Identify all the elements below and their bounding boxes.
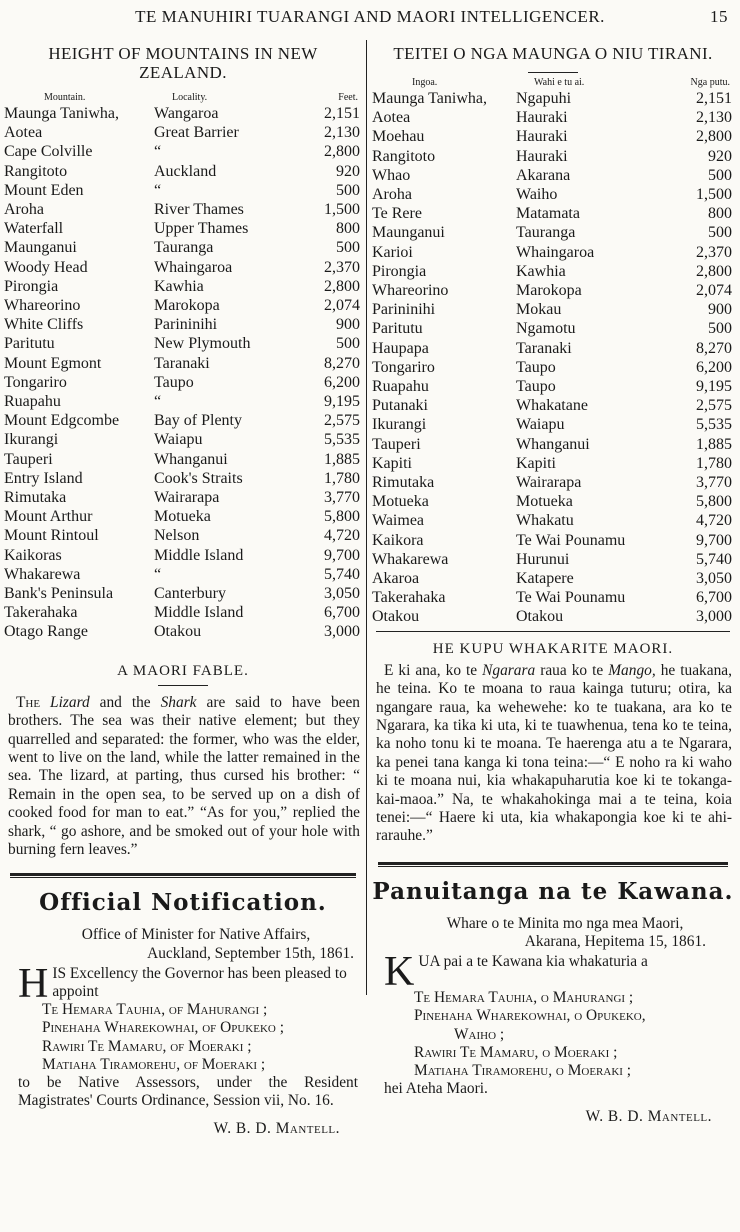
table-row [4,181,362,200]
mountain-name: Aotea [372,109,411,127]
table-row [4,354,362,373]
height: 2,151 [696,90,732,107]
table-row [4,546,362,565]
signature: W. B. D. Mantell. [585,1108,712,1126]
table-row [372,262,734,281]
locality: Hurunui [516,550,570,568]
table-row [4,219,362,238]
notification-title: Official Notification. [39,889,327,917]
mountain-name: Cape Colville [4,143,93,161]
mountain-name: Paritutu [4,335,55,353]
height: 2,800 [324,277,360,295]
locality: Hauraki [516,109,568,127]
table-row [372,377,734,396]
table-row [4,622,362,641]
mountain-name: Karioi [372,243,413,261]
table-row [4,373,362,392]
height: 2,130 [696,109,732,127]
notification-closing: to be Native Assessors, under the Resident Magistrates' Courts Ordinance, Session vii, No. 16. [18,1073,358,1110]
locality: Te Wai Pounamu [516,589,626,607]
mountain-name: Whakarewa [4,565,81,583]
height: 500 [336,335,360,353]
locality: Ngapuhi [516,90,572,107]
maori-table-title: TEITEI O NGA MAUNGA O NIU TIRANI. [393,44,713,63]
mountain-name: Woody Head [4,258,88,276]
notification-closing: hei Ateha Maori. [384,1080,488,1098]
mountain-name: Mount Edgcombe [4,412,120,430]
page-number: 15 [710,7,728,26]
column-header: Locality. [172,92,208,103]
locality: Kawhia [154,277,204,295]
kupu-text [376,662,732,846]
locality: Whaingaroa [154,258,233,276]
height: 4,720 [324,527,360,545]
locality: Kapiti [516,454,556,472]
locality: Taupo [516,378,556,396]
mountain-name: Aroha [4,201,44,219]
height: 8,270 [696,339,732,357]
table-row [372,339,734,358]
locality: Taranaki [516,339,572,357]
table-row [372,147,734,166]
height: 2,370 [324,258,360,276]
height: 3,050 [696,570,732,588]
locality: Katapere [516,570,574,588]
table-row [372,204,734,223]
locality: Te Wai Pounamu [516,531,626,549]
kupu-lead: E ki ana, ko te [384,661,478,679]
mountain-name: Whareorino [4,297,81,315]
height: 1,500 [696,186,732,204]
table-row [372,588,734,607]
table-row [4,142,362,161]
height: 9,195 [324,393,360,411]
fable-text [8,694,360,860]
height: 1,885 [324,450,360,468]
table-row [4,507,362,526]
height: 2,074 [324,297,360,315]
appointee: Te Hemara Tauhia, of Mahurangi ; [42,1001,268,1019]
table-row [4,277,362,296]
locality: Waiho [516,186,558,204]
mountain-name: Pirongia [4,277,59,295]
table-row [4,123,362,142]
table-row [372,511,734,530]
locality: Matamata [516,205,580,223]
table-row [372,396,734,415]
table-header-row [4,92,362,104]
height: 2,800 [696,262,732,280]
table-row [372,300,734,319]
locality: Upper Thames [154,220,249,238]
table-row [372,127,734,146]
mountain-name: Mount Eden [4,181,84,199]
table-row [4,258,362,277]
locality: Whakatu [516,512,574,530]
table-row [372,281,734,300]
locality: Hauraki [516,128,568,146]
table-row [372,569,734,588]
mountain-name: Tongariro [4,373,67,391]
height: 5,740 [324,565,360,583]
table-row [372,166,734,185]
height: 900 [336,316,360,334]
english-heights-table [4,92,362,642]
height: 4,720 [696,512,732,530]
mountain-name: Takerahaka [4,604,78,622]
section-rule [378,862,728,867]
height: 6,700 [696,589,732,607]
table-row [4,162,362,181]
mountain-name: Tongariro [372,358,435,376]
mountain-name: Tauperi [4,450,53,468]
height: 2,575 [696,397,732,415]
height: 2,370 [696,243,732,261]
height: 920 [708,147,732,165]
height: 9,700 [324,546,360,564]
mountain-name: Maunganui [4,239,77,257]
height: 5,535 [696,416,732,434]
mountain-name: Otago Range [4,623,88,641]
mountain-name: Maunga Taniwha, [4,105,119,122]
table-row [4,238,362,257]
fable-lead: The [16,693,41,711]
locality: Motueka [516,493,573,511]
appointee: Rawiri Te Mamaru, o Moeraki ; [414,1043,618,1061]
locality: Whanganui [516,435,590,453]
notification-office: Office of Minister for Native Affairs, [81,926,311,944]
locality: Waiapu [154,431,203,449]
english-column [4,44,362,1139]
mountain-name: Otakou [372,608,420,626]
notification-en [18,926,358,1138]
table-row [4,296,362,315]
table-row [372,435,734,454]
locality: Tauranga [154,239,214,257]
table-row [4,584,362,603]
locality: Whanganui [154,450,228,468]
mountain-name: White Cliffs [4,316,84,334]
height: 5,740 [696,550,732,568]
locality: Cook's Straits [154,469,243,487]
mountain-name: Te Rere [372,205,422,223]
column-divider [366,40,367,995]
table-row [4,469,362,488]
column-header: Feet. [338,92,358,103]
locality: Canterbury [154,585,226,603]
mountain-name: Haupapa [372,339,429,357]
mountain-name: Bank's Peninsula [4,585,114,603]
height: 8,270 [324,354,360,372]
locality: Nelson [154,527,200,545]
section-rule [10,873,356,878]
table-row [372,531,734,550]
locality: Tauranga [516,224,576,242]
height: 1,885 [696,435,732,453]
mountain-name: Waimea [372,512,425,530]
height: 920 [336,162,360,180]
notification-intro: IS Excellency the Governor has been pleased to appoint [52,964,347,1000]
locality: Wairarapa [516,474,582,492]
appointee: Te Hemara Tauhia, o Mahurangi ; [414,989,634,1007]
mountain-name: Maunganui [372,224,445,242]
locality: Akarana [516,166,571,184]
locality: Taranaki [154,354,210,372]
fable-and-the: and the [99,693,151,711]
appointee-list [18,1001,358,1074]
table-body [4,104,362,642]
appointee: Matiaha Tiramorehu, of Moeraki ; [42,1055,266,1073]
column-header: Nga putu. [690,77,730,88]
maori-column [372,44,734,1127]
table-header-row [372,77,734,89]
kupu-raua: raua ko te [540,661,604,679]
table-row [372,358,734,377]
table-row [4,104,362,123]
mountain-name: Mount Egmont [4,354,102,372]
maori-heights-table [372,77,734,627]
table-row [4,450,362,469]
table-row [372,185,734,204]
height: 5,535 [324,431,360,449]
appointee: Pinehaha Wharekowhai, o Opukeko, [414,1007,646,1025]
appointee: Rawiri Te Mamaru, of Moeraki ; [42,1037,252,1055]
height: 3,050 [324,585,360,603]
locality: Middle Island [154,546,244,564]
height: 2,151 [324,105,360,122]
notification-office: Whare o te Minita mo nga mea Maori, [446,914,684,932]
locality: Marokopa [154,297,220,315]
table-row [4,334,362,353]
appointee-list [384,989,730,1080]
locality: Whaingaroa [516,243,595,261]
locality: Great Barrier [154,124,239,142]
height: 500 [336,239,360,257]
locality: New Plymouth [154,335,251,353]
page-header [12,6,728,30]
locality: Whakatane [516,397,588,415]
locality: “ [154,393,162,411]
mountain-name: Aroha [372,186,412,204]
height: 3,770 [696,474,732,492]
height: 3,000 [324,623,360,641]
table-row [4,488,362,507]
mountain-name: Ikurangi [4,431,59,449]
notification-date: Auckland, September 15th, 1861. [147,944,354,962]
table-row [4,603,362,622]
mountain-name: Waterfall [4,220,64,238]
table-row [372,454,734,473]
locality: River Thames [154,201,244,219]
locality: Taupo [154,373,194,391]
height: 2,130 [324,124,360,142]
table-row [372,473,734,492]
column-header: Mountain. [44,92,86,103]
height: 2,575 [324,412,360,430]
table-body [372,89,734,627]
table-row [372,108,734,127]
height: 900 [708,301,732,319]
height: 1,780 [696,454,732,472]
locality: Auckland [154,162,217,180]
column-header: Ingoa. [412,77,438,88]
notification-intro-block [384,949,730,996]
height: 5,800 [696,493,732,511]
height: 500 [708,320,732,338]
mountain-name: Ikurangi [372,416,427,434]
mountain-name: Putanaki [372,397,428,415]
locality: Middle Island [154,604,244,622]
mountain-name: Rangitoto [4,162,68,180]
mountain-name: Whakarewa [372,550,449,568]
locality: “ [154,143,162,161]
height: 1,780 [324,469,360,487]
locality: Otakou [516,608,564,626]
height: 500 [708,224,732,242]
locality: Waiapu [516,416,565,434]
table-row [372,492,734,511]
mountain-name: Whareorino [372,282,449,300]
section-rule [376,631,730,632]
table-row [372,319,734,338]
notification-intro-block [18,960,358,1007]
locality: Wangaroa [154,105,219,122]
mountain-name: Entry Island [4,469,83,487]
locality: Wairarapa [154,489,220,507]
locality: Parininihi [154,316,218,334]
height: 9,700 [696,531,732,549]
mountain-name: Aotea [4,124,43,142]
mountain-name: Akaroa [372,570,420,588]
kupu-title: HE KUPU WHAKARITE MAORI. [432,640,674,657]
height: 2,800 [696,128,732,146]
height: 800 [336,220,360,238]
table-row [372,243,734,262]
english-table-title: HEIGHT OF MOUNTAINS IN NEW ZEALAND. [48,44,318,82]
mountain-name: Parininihi [372,301,436,319]
locality: Marokopa [516,282,582,300]
mountain-name: Mount Rintoul [4,527,99,545]
locality: “ [154,565,162,583]
mountain-name: Mount Arthur [4,508,93,526]
title-rule [158,685,208,686]
mountain-name: Whao [372,166,411,184]
appointee: Matiaha Tiramorehu, o Moeraki ; [414,1061,632,1079]
table-row [4,200,362,219]
mountain-name: Ruapahu [4,393,61,411]
mountain-name: Rimutaka [372,474,435,492]
panuitanga-title: Panuitanga na te Kawana. [372,877,734,905]
height: 2,074 [696,282,732,300]
fable-lizard: Lizard [50,693,90,711]
mountain-name: Kapiti [372,454,412,472]
notification-date: Akarana, Hepitema 15, 1861. [524,932,706,950]
table-row [4,315,362,334]
locality: Motueka [154,508,211,526]
table-row [372,415,734,434]
height: 6,200 [696,358,732,376]
locality: Otakou [154,623,202,641]
mountain-name: Paritutu [372,320,423,338]
mountain-name: Takerahaka [372,589,446,607]
height: 500 [336,181,360,199]
height: 800 [708,205,732,223]
height: 6,200 [324,373,360,391]
mountain-name: Ruapahu [372,378,429,396]
table-row [4,430,362,449]
locality: Bay of Plenty [154,412,242,430]
column-header: Wahi e tu ai. [534,77,585,88]
table-row [372,607,734,626]
mountain-name: Moehau [372,128,425,146]
locality: “ [154,181,162,199]
kupu-ngarara: Ngarara [482,661,536,679]
height: 5,800 [324,508,360,526]
height: 3,770 [324,489,360,507]
mountain-name: Tauperi [372,435,421,453]
mountain-name: Kaikora [372,531,424,549]
fable-title: A MAORI FABLE. [117,662,249,679]
height: 9,195 [696,378,732,396]
height: 3,000 [696,608,732,626]
mountain-name: Motueka [372,493,429,511]
locality: Mokau [516,301,562,319]
table-row [372,89,734,108]
locality: Ngamotu [516,320,576,338]
locality: Kawhia [516,262,566,280]
table-row [4,411,362,430]
height: 6,700 [324,604,360,622]
locality: Hauraki [516,147,568,165]
drop-cap: K [384,949,415,996]
notification-mi [384,915,730,1127]
height: 500 [708,166,732,184]
locality: Taupo [516,358,556,376]
height: 2,800 [324,143,360,161]
appointee: Waiho ; [454,1025,505,1043]
mountain-name: Maunga Taniwha, [372,90,487,107]
running-title: TE MANUHIRI TUARANGI AND MAORI INTELLIGENCER. [135,7,605,26]
title-rule [528,72,578,73]
fable-body: are said to have been brothers. The sea was their native element; but they quarrelled and separated: the former, who was the elder, went to live on the land, while the latter remained in the sea. The lizard, at parting, thus cursed his brother: “ Remain in the open sea, to be served up on a dish of cooked food for man to eat.” “As for you,” replied the shark, “ go ashore, and be smoked out of your hole with burning fern leaves.” [8,693,360,858]
kupu-body: he tuakana, he teina. Ko te moana to raua kainga tuturu; otira, ka ngangare raua, ka wehewehe: ko te tuakana, ara ko te Ngarara, ka tika ki uta, ki te tuawhenua, tena ko te teina, ka noho tonu ki te moana. Te haerenga atu a te Ngarara, ka penei tana kanga ki tona teina:—“ E noho ra ki waho ki te moana nui, kia whakapuharutia koe ki te tokanga-kai-maoa.” Na, te whakahokinga mai a te teina, koia tenei:—“ Haere ki uta, kia whakapongia koe ki te ahi-rarauhe.” [376,661,732,845]
kupu-mango: Mango, [608,661,656,679]
table-row [4,392,362,411]
signature: W. B. D. Mantell. [213,1120,340,1138]
table-row [372,223,734,242]
table-row [4,565,362,584]
table-row [372,550,734,569]
mountain-name: Rimutaka [4,489,67,507]
table-row [4,526,362,545]
drop-cap: H [18,960,49,1007]
notification-intro: UA pai a te Kawana kia whakaturia a [418,953,648,971]
height: 1,500 [324,201,360,219]
mountain-name: Rangitoto [372,147,436,165]
mountain-name: Kaikoras [4,546,62,564]
appointee: Pinehaha Wharekowhai, of Opukeko ; [42,1019,284,1037]
mountain-name: Pirongia [372,262,427,280]
fable-shark: Shark [160,693,197,711]
